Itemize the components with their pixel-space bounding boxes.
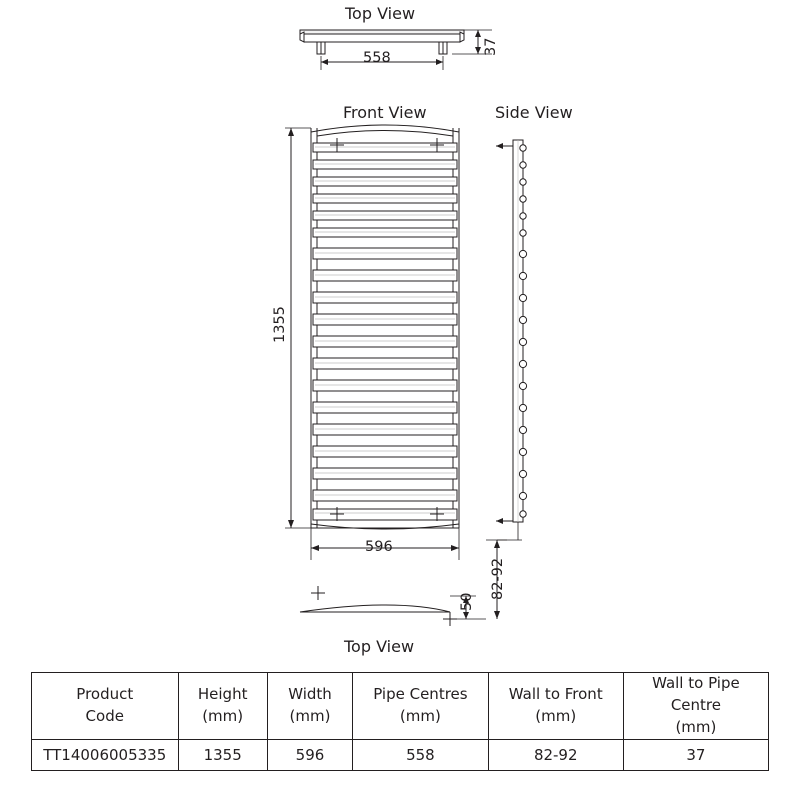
label-top-view-upper: Top View (345, 4, 416, 23)
cell-wall-to-front: 82-92 (488, 740, 623, 771)
table-row (32, 740, 769, 771)
cell-wall-to-pipe-centre: 37 (623, 740, 768, 771)
header-wall-to-pipe-centre: Wall to Pipe Centre (mm) (623, 673, 768, 740)
cell-width: 596 (267, 740, 352, 771)
dimension-front-height: 1355 (272, 306, 288, 343)
dimension-pipe-offset: 50 (459, 592, 475, 611)
header-height: Height (mm) (178, 673, 267, 740)
header-width: Width (mm) (267, 673, 352, 740)
label-top-view-lower: Top View (344, 637, 415, 656)
label-front-view: Front View (343, 103, 427, 122)
header-pipe-centres: Pipe Centres (mm) (353, 673, 489, 740)
dimension-wall-to-front: 82-92 (490, 557, 506, 600)
label-side-view: Side View (495, 103, 573, 122)
dimension-top-width: 558 (363, 50, 391, 66)
cell-product-code: TT14006005335 (32, 740, 179, 771)
header-product-code: Product Code (32, 673, 179, 740)
cell-height: 1355 (178, 740, 267, 771)
cell-pipe-centres: 558 (353, 740, 489, 771)
dimension-top-depth: 37 (483, 37, 499, 56)
specification-table (31, 672, 769, 771)
header-wall-to-front: Wall to Front (mm) (488, 673, 623, 740)
table-header-row (32, 673, 769, 740)
dimension-front-width: 596 (365, 539, 393, 555)
